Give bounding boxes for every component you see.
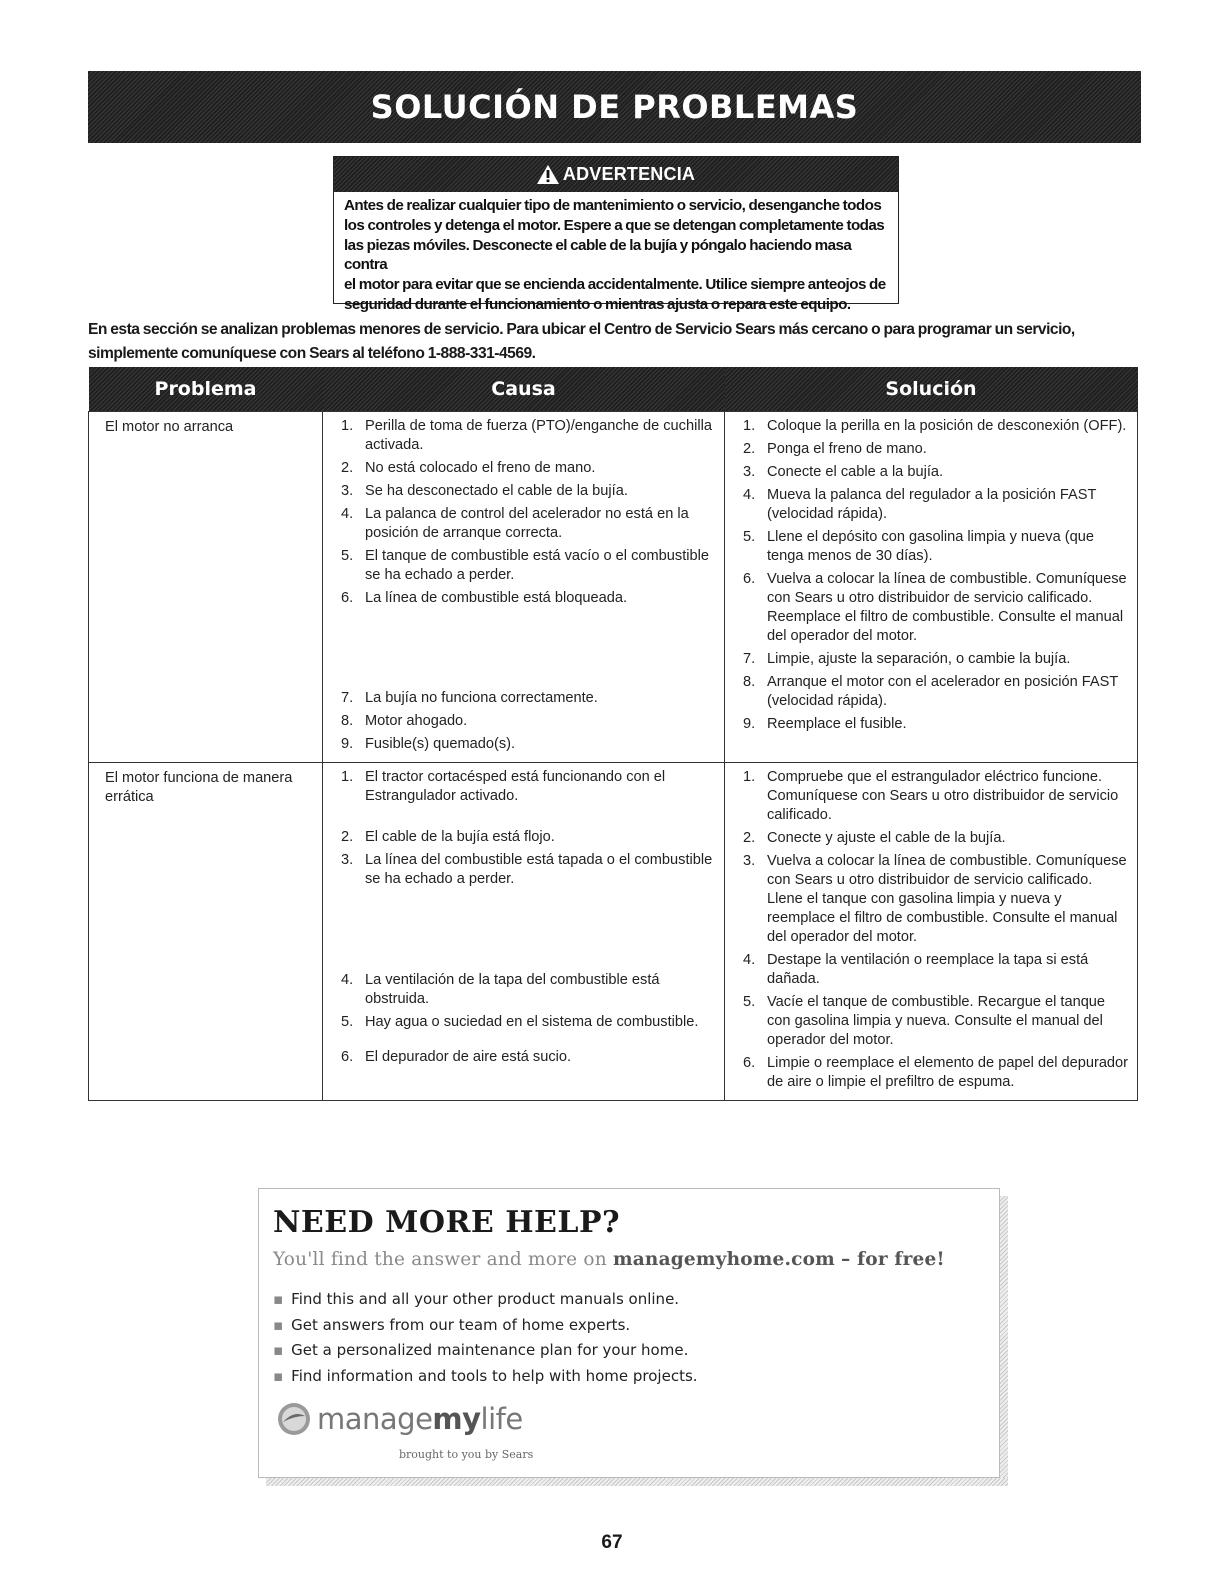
warning-line: los controles y detenga el motor. Espere a que se detengan completamente todas: [344, 216, 885, 234]
item-number: 6.: [743, 1054, 756, 1071]
item-number: 2.: [341, 459, 354, 476]
item-number: 2.: [743, 440, 756, 457]
item-text: Vacíe el tanque de combustible. Recargue el tanque con gasolina limpia y nueva. Consulte el manual del operador del motor.: [767, 993, 1106, 1048]
warning-line: seguridad durante el funcionamiento o mientras ajusta o repara este equipo.: [344, 295, 851, 313]
logo-text: [317, 1402, 523, 1436]
item-number: 5.: [743, 528, 756, 545]
bullet-icon: ▪: [273, 1366, 284, 1385]
list-item: [341, 851, 716, 889]
item-number: 8.: [341, 712, 354, 729]
cause-cell: [323, 411, 725, 762]
page-title: SOLUCIÓN DE PROBLEMAS: [370, 88, 859, 126]
managemylife-logo: [277, 1402, 523, 1436]
item-text: La bujía no funciona correctamente.: [365, 689, 598, 706]
list-item: [341, 735, 716, 754]
problem-cell: El motor funciona de manera errática: [89, 762, 323, 1100]
logo-text-light: manage: [317, 1402, 433, 1436]
item-number: 3.: [743, 852, 756, 869]
item-text: La palanca de control del acelerador no está en la posición de arranque correcta.: [365, 505, 689, 541]
list-item: [743, 463, 1129, 482]
list-item: [341, 589, 716, 608]
list-item: [341, 1048, 716, 1067]
item-text: Mueva la palanca del regulador a la posición FAST (velocidad rápida).: [767, 486, 1097, 522]
list-item: [273, 1313, 698, 1339]
list-item-text: Get answers from our team of home experts.: [291, 1315, 631, 1334]
list-item: [341, 828, 716, 847]
table-row: [89, 411, 1138, 762]
warning-line: Antes de realizar cualquier tipo de mantenimiento o servicio, desenganche todos: [344, 197, 882, 214]
item-text: Fusible(s) quemado(s).: [365, 735, 516, 752]
list-item: [743, 650, 1129, 669]
intro-paragraph: [88, 318, 1148, 366]
help-box-shadow: [266, 1478, 1008, 1486]
list-item: [743, 852, 1129, 947]
item-text: Limpie o reemplace el elemento de papel del depurador de aire o limpie el prefiltro de espuma.: [767, 1054, 1129, 1090]
list-item: [743, 528, 1129, 566]
warning-box: [333, 156, 899, 313]
list-item: [743, 768, 1129, 825]
problem-cell: El motor no arranca: [89, 411, 323, 762]
item-number: 4.: [341, 505, 354, 522]
list-item-text: Find information and tools to help with home projects.: [291, 1366, 698, 1385]
item-number: 1.: [341, 417, 354, 434]
troubleshooting-table: [88, 367, 1138, 1101]
item-text: Conecte el cable a la bujía.: [767, 463, 944, 480]
item-number: 4.: [743, 486, 756, 503]
item-text: Compruebe que el estrangulador eléctrico funcione. Comuníquese con Sears u otro distribuidor de servicio calificado.: [767, 768, 1119, 823]
header-cause: Causa: [323, 367, 725, 411]
item-text: Motor ahogado.: [365, 712, 468, 729]
cause-cell: [323, 762, 725, 1100]
item-number: 3.: [341, 482, 354, 499]
list-item: [341, 482, 716, 501]
table-header-row: [89, 367, 1138, 411]
header-problem: Problema: [89, 367, 323, 411]
item-text: Arranque el motor con el acelerador en posición FAST (velocidad rápida).: [767, 673, 1118, 709]
item-number: 7.: [341, 689, 354, 706]
item-text: Ponga el freno de mano.: [767, 440, 927, 457]
header-solution: Solución: [725, 367, 1138, 411]
bullet-icon: ▪: [273, 1315, 284, 1334]
item-text: Se ha desconectado el cable de la bujía.: [365, 482, 628, 499]
list-item: [341, 689, 716, 708]
item-text: Perilla de toma de fuerza (PTO)/enganche de cuchilla activada.: [365, 417, 712, 453]
logo-text-bold: my: [432, 1402, 481, 1436]
list-item: [743, 486, 1129, 524]
solution-cell: [725, 762, 1138, 1100]
item-text: Llene el depósito con gasolina limpia y nueva (que tenga menos de 30 días).: [767, 528, 1094, 564]
item-number: 4.: [341, 971, 354, 988]
item-text: Limpie, ajuste la separación, o cambie la bujía.: [767, 650, 1071, 667]
brought-by-sears: brought to you by Sears: [399, 1448, 534, 1461]
help-box-shadow: [1000, 1196, 1008, 1486]
page-title-bar: [88, 71, 1141, 143]
help-subtitle: [273, 1249, 945, 1270]
help-subtitle-suffix: – for free!: [841, 1249, 945, 1270]
item-text: El cable de la bujía está flojo.: [365, 828, 555, 845]
item-text: El depurador de aire está sucio.: [365, 1048, 572, 1065]
list-item: [341, 505, 716, 543]
item-number: 6.: [341, 589, 354, 606]
list-item: [341, 459, 716, 478]
item-text: Hay agua o suciedad en el sistema de combustible.: [365, 1013, 699, 1030]
help-title: NEED MORE HELP?: [273, 1205, 621, 1240]
item-number: 3.: [341, 851, 354, 868]
item-text: Conecte y ajuste el cable de la bujía.: [767, 829, 1006, 846]
warning-triangle-icon: [537, 165, 559, 184]
item-number: 1.: [341, 768, 354, 785]
list-item: [743, 993, 1129, 1050]
item-number: 2.: [743, 829, 756, 846]
item-text: La línea del combustible está tapada o el combustible se ha echado a perder.: [365, 851, 713, 887]
item-number: 6.: [341, 1048, 354, 1065]
help-site-link[interactable]: managemyhome.com: [612, 1249, 835, 1270]
list-item: [743, 440, 1129, 459]
intro-line: En esta sección se analizan problemas menores de servicio. Para ubicar el Centro de Servicio Sears más cercano o para programar un servicio,: [88, 321, 1075, 338]
item-number: 1.: [743, 768, 756, 785]
item-number: 3.: [743, 463, 756, 480]
list-item: [341, 712, 716, 731]
bullet-icon: ▪: [273, 1290, 284, 1308]
item-number: 2.: [341, 828, 354, 845]
warning-label: ADVERTENCIA: [562, 164, 696, 184]
item-text: No está colocado el freno de mano.: [365, 459, 596, 476]
list-item-text: Get a personalized maintenance plan for your home.: [291, 1341, 689, 1360]
list-item: [273, 1338, 698, 1364]
list-item: [341, 768, 716, 806]
item-text: La ventilación de la tapa del combustible está obstruida.: [365, 971, 660, 1007]
item-number: 1.: [743, 417, 756, 434]
list-item: [341, 547, 716, 585]
item-number: 9.: [743, 715, 756, 732]
list-item: [743, 715, 1129, 734]
warning-line: las piezas móviles. Desconecte el cable de la bujía y póngalo haciendo masa contra: [344, 236, 852, 274]
item-text: El tractor cortacésped está funcionando con el Estrangulador activado.: [365, 768, 666, 804]
item-text: Reemplace el fusible.: [767, 715, 907, 732]
intro-line: simplemente comuníquese con Sears al teléfono 1-888-331-4569.: [88, 345, 536, 362]
item-text: Coloque la perilla en la posición de desconexión (OFF).: [767, 417, 1127, 434]
item-number: 5.: [743, 993, 756, 1010]
list-item: [743, 570, 1129, 646]
need-more-help-box: [258, 1188, 1000, 1478]
warning-header: [334, 157, 898, 192]
warning-line: el motor para evitar que se encienda accidentalmente. Utilice siempre anteojos de: [344, 276, 886, 294]
list-item: [341, 1013, 716, 1032]
list-item: [743, 951, 1129, 989]
item-number: 4.: [743, 951, 756, 968]
table-row: [89, 762, 1138, 1100]
item-number: 9.: [341, 735, 354, 752]
managemylife-swirl-icon: [277, 1402, 311, 1436]
solution-cell: [725, 411, 1138, 762]
item-text: Destape la ventilación o reemplace la tapa si está dañada.: [767, 951, 1089, 987]
help-bullet-list: [273, 1287, 698, 1389]
item-number: 5.: [341, 1013, 354, 1030]
list-item: [341, 417, 716, 455]
warning-text: [334, 192, 898, 315]
item-text: La línea de combustible está bloqueada.: [365, 589, 628, 606]
list-item: [273, 1364, 698, 1390]
list-item: [273, 1287, 698, 1313]
help-subtitle-prefix: You'll find the answer and more on: [273, 1249, 607, 1270]
page-number: 67: [601, 1532, 623, 1553]
list-item: [743, 417, 1129, 436]
item-number: 5.: [341, 547, 354, 564]
bullet-icon: ▪: [273, 1341, 284, 1360]
logo-text-end: life: [480, 1402, 523, 1436]
item-text: Vuelva a colocar la línea de combustible. Comuníquese con Sears u otro distribuidor de servicio calificado. Llene el tanque con gasolina limpia y nueva y reemplace el filtro de combustible. Consulte el manual del operador del motor.: [767, 852, 1127, 945]
item-number: 8.: [743, 673, 756, 690]
list-item: [743, 673, 1129, 711]
item-number: 6.: [743, 570, 756, 587]
list-item-text: Find this and all your other product manuals online.: [291, 1290, 680, 1308]
list-item: [743, 829, 1129, 848]
item-number: 7.: [743, 650, 756, 667]
list-item: [743, 1054, 1129, 1092]
list-item: [341, 971, 716, 1009]
item-text: Vuelva a colocar la línea de combustible. Comuníquese con Sears u otro distribuidor de servicio calificado. Reemplace el filtro de combustible. Consulte el manual del operador del motor.: [767, 570, 1127, 644]
item-text: El tanque de combustible está vacío o el combustible se ha echado a perder.: [365, 547, 709, 583]
